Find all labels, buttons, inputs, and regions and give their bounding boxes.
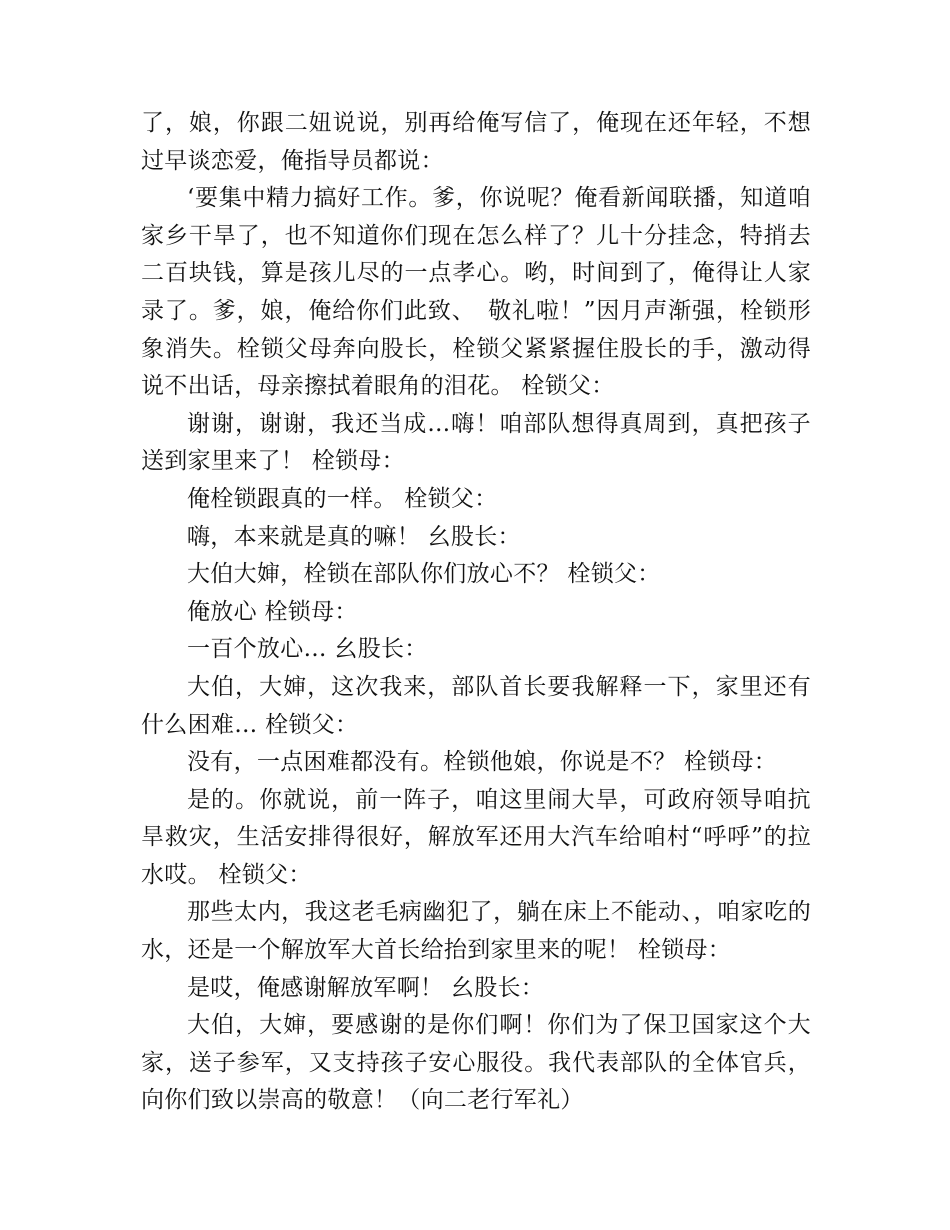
paragraph: 那些太内，我这老毛病幽犯了，躺在床上不能动、，咱家吃的水，还是一个解放军大首长给抬到家里来的呢！ 栓锁母： — [141, 899, 811, 964]
paragraph: 大伯，大婶，这次我来，部队首长要我解释一下，家里还有什么困难… 栓锁父： — [141, 673, 811, 738]
paragraph: 嗨，本来就是真的嘛！ 幺股长： — [187, 523, 521, 550]
paragraph: 谢谢，谢谢，我还当成…嗨！咱部队想得真周到，真把孩子送到家里来了！ 栓锁母： — [141, 410, 811, 475]
document-body — [141, 105, 811, 1120]
paragraph: 大伯，大婶，要感谢的是你们啊！你们为了保卫国家这个大家，送子参军，又支持孩子安心服役。我代表部队的全体官兵，向你们致以崇高的敬意！（向二老行军礼） — [141, 1012, 811, 1114]
paragraph: ‘要集中精力搞好工作。爹，你说呢？俺看新闻联播，知道咱家乡干旱了，也不知道你们现在怎么样了？儿十分挂念，特捎去二百块钱，算是孩儿尽的一点孝心。哟，时间到了，俺得让人家录了。爹，娘，俺给你们此致、 敬礼啦！”因月声渐强，栓锁形象消失。栓锁父母奔向股长，栓锁父紧紧握住股长的手，激动得说不出话，母亲擦拭着眼角的泪花。 栓锁父： — [141, 185, 811, 400]
paragraph: 是哎，俺感谢解放军啊！ 幺股长： — [187, 974, 545, 1001]
paragraph: 俺放心 栓锁母： — [187, 598, 358, 625]
paragraph: 没有，一点困难都没有。栓锁他娘，你说是不？ 栓锁母： — [187, 749, 778, 776]
paragraph: 一百个放心… 幺股长： — [187, 636, 428, 663]
paragraph: 了，娘，你跟二妞说说，别再给俺写信了，俺现在还年轻，不想过早谈恋爱，俺指导员都说： — [141, 110, 811, 174]
paragraph: 大伯大婶，栓锁在部队你们放心不？ 栓锁父： — [187, 561, 661, 588]
paragraph: 俺栓锁跟真的一样。 栓锁父： — [187, 485, 498, 512]
paragraph: 是的。你就说，前一阵子，咱这里闹大旱，可政府领导咱抗旱救灾，生活安排得很好，解放军还用大汽车给咱村“呼呼”的拉水哎。 栓锁父： — [141, 786, 811, 888]
